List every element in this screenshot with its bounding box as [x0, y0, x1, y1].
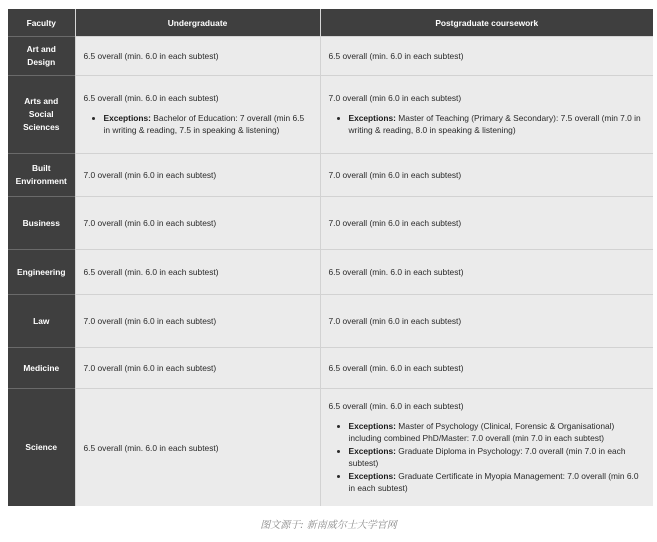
exception-label: Exceptions:: [348, 113, 396, 123]
table-row: [8, 197, 653, 250]
faculty-cell: Business: [8, 197, 75, 250]
header-postgraduate: Postgraduate coursework: [320, 9, 653, 37]
faculty-cell: Art and Design: [8, 37, 75, 76]
exception-label: Exceptions:: [348, 446, 396, 456]
table-row: [8, 250, 653, 295]
table-row: [8, 154, 653, 197]
faculty-cell: Medicine: [8, 348, 75, 389]
requirement-text: 6.5 overall (min. 6.0 in each subtest): [328, 267, 464, 277]
faculty-cell: Law: [8, 295, 75, 348]
postgraduate-cell: [320, 295, 653, 348]
requirement-text: 7.0 overall (min 6.0 in each subtest): [328, 218, 462, 228]
exception-item: [349, 470, 646, 494]
requirement-text: 6.5 overall (min. 6.0 in each subtest): [83, 51, 219, 61]
undergraduate-cell: [75, 37, 320, 76]
requirement-text: 7.0 overall (min 6.0 in each subtest): [328, 93, 462, 103]
postgraduate-cell: [320, 197, 653, 250]
requirement-text: 7.0 overall (min 6.0 in each subtest): [83, 218, 217, 228]
faculty-cell: Engineering: [8, 250, 75, 295]
requirement-text: 6.5 overall (min. 6.0 in each subtest): [83, 442, 219, 453]
faculty-cell: Arts and Social Sciences: [8, 76, 75, 154]
english-requirements-table: [8, 9, 653, 506]
undergraduate-cell: [75, 348, 320, 389]
requirement-text: 6.5 overall (min. 6.0 in each subtest): [328, 51, 464, 61]
image-caption: 图文源于: 新南威尔士大学官网: [260, 520, 397, 531]
requirement-text: 6.5 overall (min. 6.0 in each subtest): [83, 267, 219, 277]
exception-item: [349, 112, 646, 136]
table-row: [8, 295, 653, 348]
faculty-cell: Built Environment: [8, 154, 75, 197]
exception-text: Graduate Diploma in Psychology: 7.0 overall (min 7.0 in each subtest): [348, 446, 626, 468]
undergraduate-cell: [75, 154, 320, 197]
requirement-text: 6.5 overall (min. 6.0 in each subtest): [328, 363, 464, 373]
postgraduate-cell: [320, 389, 653, 507]
table-row: [8, 37, 653, 76]
exception-text: Master of Teaching (Primary & Secondary): 7.5 overall (min 7.0 in writing & reading, 8.0 in speaking & listening): [348, 113, 641, 135]
undergraduate-cell: [75, 197, 320, 250]
undergraduate-cell: [75, 295, 320, 348]
requirement-text: 7.0 overall (min 6.0 in each subtest): [328, 316, 462, 326]
table-row: [8, 76, 653, 154]
postgraduate-cell: [320, 348, 653, 389]
header-faculty: Faculty: [8, 9, 75, 37]
requirement-text: 7.0 overall (min 6.0 in each subtest): [328, 170, 462, 180]
exception-text: Graduate Certificate in Myopia Management: 7.0 overall (min 6.0 in each subtest): [348, 471, 639, 493]
table-row: [8, 389, 653, 507]
exception-list: [84, 112, 312, 136]
requirement-text: 6.5 overall (min. 6.0 in each subtest): [328, 401, 464, 411]
exception-text: Master of Psychology (Clinical, Forensic & Organisational) including combined PhD/Master: 7.0 overall (min 7.0 in each subtest): [348, 421, 615, 443]
exception-item: [104, 112, 312, 136]
postgraduate-cell: [320, 76, 653, 154]
undergraduate-cell: [75, 389, 320, 507]
exception-label: Exceptions:: [103, 113, 151, 123]
faculty-cell: Science: [8, 389, 75, 507]
table-row: [8, 348, 653, 389]
exception-list: [329, 420, 646, 494]
requirement-text: 7.0 overall (min 6.0 in each subtest): [83, 170, 217, 180]
postgraduate-cell: [320, 37, 653, 76]
requirement-text: 7.0 overall (min 6.0 in each subtest): [83, 363, 217, 373]
header-undergraduate: Undergraduate: [75, 9, 320, 37]
exception-item: [349, 420, 646, 444]
postgraduate-cell: [320, 154, 653, 197]
header-row: [8, 9, 653, 37]
exception-text: Bachelor of Education: 7 overall (min 6.5 in writing & reading, 7.5 in speaking & listening): [103, 113, 305, 135]
exception-label: Exceptions:: [348, 471, 396, 481]
exception-item: [349, 445, 646, 469]
exception-label: Exceptions:: [348, 421, 396, 431]
postgraduate-cell: [320, 250, 653, 295]
undergraduate-cell: [75, 250, 320, 295]
undergraduate-cell: [75, 76, 320, 154]
requirement-text: 7.0 overall (min 6.0 in each subtest): [83, 316, 217, 326]
exception-list: [329, 112, 646, 136]
requirement-text: 6.5 overall (min. 6.0 in each subtest): [83, 93, 219, 103]
